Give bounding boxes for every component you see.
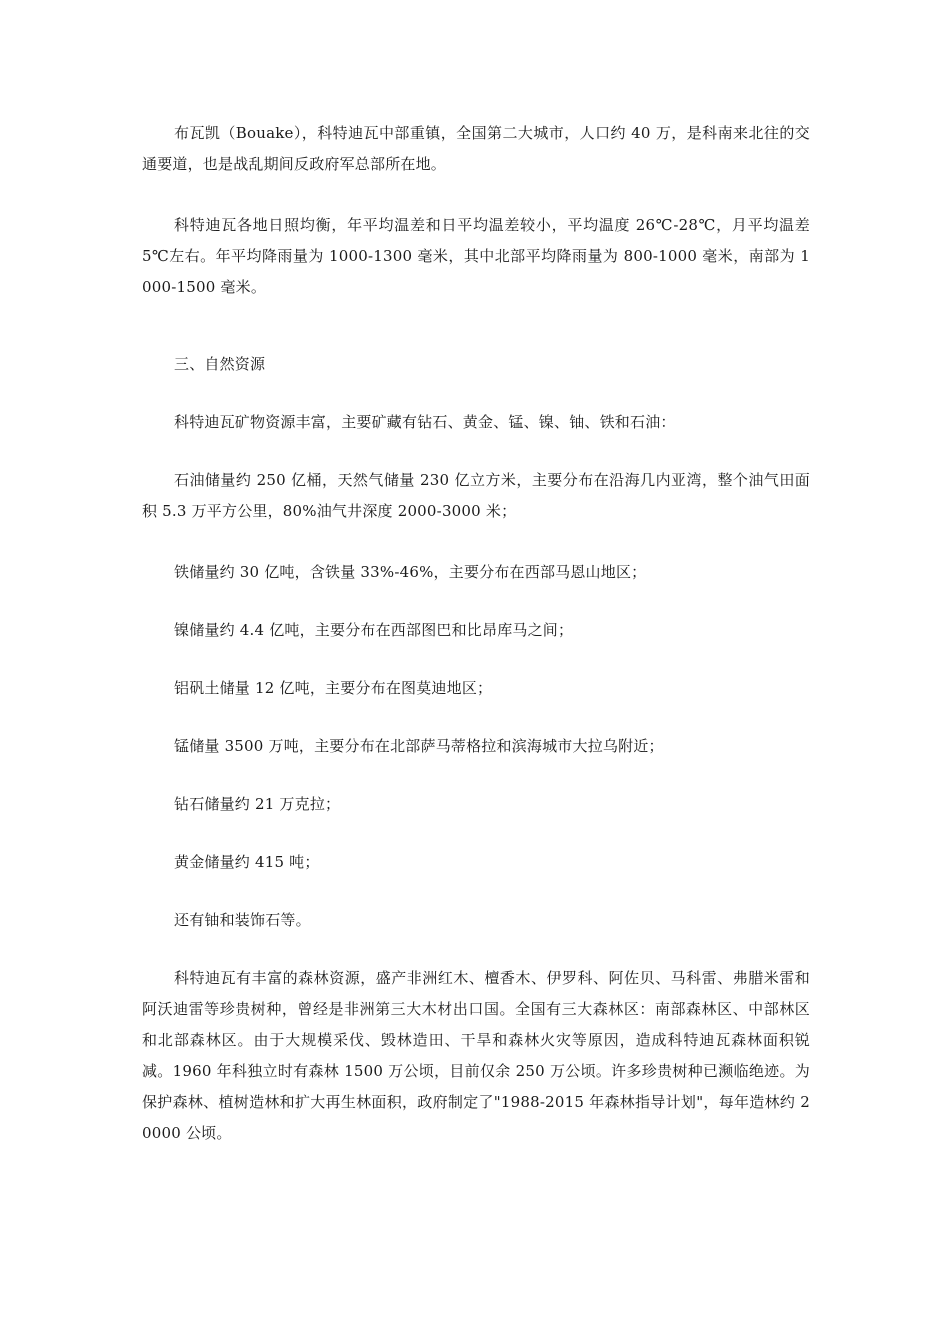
paragraph-uranium-decorative-stone: 还有铀和装饰石等。 [174,911,311,929]
paragraph-nickel: 镍储量约 4.4 亿吨，主要分布在西部图巴和比昂库马之间； [174,621,574,639]
section-heading-natural-resources: 三、自然资源 [174,355,266,373]
paragraph-bauxite: 铝矾土储量 12 亿吨，主要分布在图莫迪地区； [174,679,493,697]
paragraph-oil-gas: 石油储量约 250 亿桶，天然气储量 230 亿立方米，主要分布在沿海几内亚湾，整个油气田面积 5.3 万平方公里，80%油气井深度 2000-3000 米； [142,471,810,520]
paragraph-bouake: 布瓦凯（Bouake），科特迪瓦中部重镇，全国第二大城市，人口约 40 万，是科南来北往的交通要道，也是战乱期间反政府军总部所在地。 [142,124,810,173]
paragraph-climate: 科特迪瓦各地日照均衡，年平均温差和日平均温差较小，平均温度 26℃-28℃，月平均温差 5℃左右。年平均降雨量为 1000-1300 毫米，其中北部平均降雨量为 800-1000 毫米，南部为 1000-1500 毫米。 [142,216,810,296]
paragraph-manganese: 锰储量 3500 万吨，主要分布在北部萨马蒂格拉和滨海城市大拉乌附近； [174,737,664,755]
paragraph-diamond: 钻石储量约 21 万克拉； [174,795,341,813]
paragraph-mineral-overview: 科特迪瓦矿物资源丰富，主要矿藏有钻石、黄金、锰、镍、铀、铁和石油： [174,413,676,431]
paragraph-forest-resources: 科特迪瓦有丰富的森林资源，盛产非洲红木、檀香木、伊罗科、阿佐贝、马科雷、弗腊米雷和阿沃迪雷等珍贵树种，曾经是非洲第三大木材出口国。全国有三大森林区：南部森林区、中部林区和北部森林区。由于大规模采伐、毁林造田、干旱和森林火灾等原因，造成科特迪瓦森林面积锐减。1960 年科独立时有森林 1500 万公顷，目前仅余 250 万公顷。许多珍贵树种已濒临绝迹。为保护森林、植树造林和扩大再生林面积，政府制定了"1988-2015 年森林指导计划"，每年造林约 20000 公顷。 [142,969,810,1142]
paragraph-gold: 黄金储量约 415 吨； [174,853,320,871]
paragraph-iron: 铁储量约 30 亿吨，含铁量 33%-46%，主要分布在西部马恩山地区； [174,563,647,581]
